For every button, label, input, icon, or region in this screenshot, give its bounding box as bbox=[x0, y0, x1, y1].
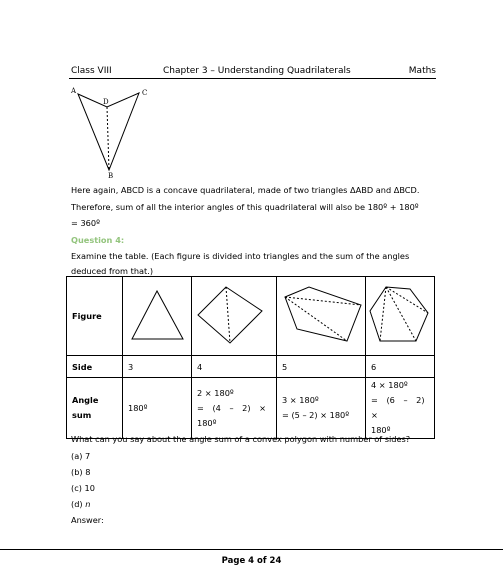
polygon-table bbox=[66, 276, 435, 439]
option-d-variable: n bbox=[85, 499, 91, 509]
paragraph-concave: Here again, ABCD is a concave quadrilateral, made of two triangles ΔABD and ΔBCD. bbox=[71, 185, 420, 195]
pentagon-figure bbox=[277, 277, 365, 353]
angle-sum-hex-line2: = (6 – 2) × bbox=[371, 395, 425, 420]
vertex-label-c: C bbox=[142, 89, 148, 97]
answer-label: Answer: bbox=[71, 515, 104, 525]
angle-label-line2: sum bbox=[72, 410, 92, 420]
cell-triangle bbox=[123, 277, 192, 356]
angle-label-line1: Angle bbox=[72, 395, 99, 405]
side-value-3: 5 bbox=[277, 356, 366, 378]
table-row-side bbox=[67, 356, 435, 378]
quadrilateral-figure bbox=[192, 277, 276, 353]
option-c: (c) 10 bbox=[71, 483, 95, 493]
angle-sum-row-label bbox=[67, 378, 123, 439]
angle-sum-pent-line1: 3 × 180º bbox=[282, 395, 319, 405]
triangle-figure bbox=[123, 277, 191, 353]
cell-hexagon bbox=[366, 277, 435, 356]
header-chapter: Chapter 3 – Understanding Quadrilaterals bbox=[163, 66, 351, 76]
option-a: (a) 7 bbox=[71, 451, 91, 461]
followup-question: What can you say about the angle sum of a convex polygon with number of sides? bbox=[71, 434, 411, 444]
angle-sum-triangle: 180º bbox=[123, 378, 192, 439]
cell-quadrilateral bbox=[192, 277, 277, 356]
option-d-prefix: (d) bbox=[71, 499, 86, 509]
question-heading: Question 4: bbox=[71, 235, 125, 245]
side-value-4: 6 bbox=[366, 356, 435, 378]
hexagon-figure bbox=[366, 277, 434, 353]
angle-sum-hex-line1: 4 × 180º bbox=[371, 380, 408, 390]
angle-sum-hexagon bbox=[366, 378, 435, 439]
footer-divider bbox=[0, 549, 503, 550]
header-class: Class VIII bbox=[71, 66, 112, 76]
vertex-label-b: B bbox=[108, 172, 114, 180]
header-subject: Maths bbox=[408, 66, 436, 76]
table-row-angle-sum bbox=[67, 378, 435, 439]
option-b: (b) 8 bbox=[71, 467, 91, 477]
paragraph-result: = 360º bbox=[71, 218, 100, 228]
vertex-label-d: D bbox=[103, 98, 109, 106]
table-row-figure bbox=[67, 277, 435, 356]
side-row-label: Side bbox=[67, 356, 123, 378]
cell-pentagon bbox=[277, 277, 366, 356]
angle-sum-quad-line3: 180º bbox=[197, 417, 217, 428]
header-divider bbox=[69, 78, 436, 79]
option-d bbox=[71, 498, 90, 510]
side-value-1: 3 bbox=[123, 356, 192, 378]
angle-sum-pent-line2: = (5 – 2) × 180º bbox=[282, 410, 350, 420]
question-text-line1: Examine the table. (Each figure is divided into triangles and the sum of the angles bbox=[71, 251, 410, 261]
concave-quadrilateral-figure bbox=[68, 84, 158, 180]
side-value-2: 4 bbox=[192, 356, 277, 378]
angle-sum-pentagon bbox=[277, 378, 366, 439]
figure-row-label: Figure bbox=[67, 277, 123, 356]
angle-sum-quad-line2: = (4 – 2) × bbox=[197, 402, 267, 413]
page-number: Page 4 of 24 bbox=[221, 556, 282, 566]
vertex-label-a: A bbox=[71, 87, 77, 95]
angle-sum-hex-line3: 180º bbox=[371, 425, 391, 435]
angle-sum-quad-line1: 2 × 180º bbox=[197, 387, 234, 398]
angle-sum-quadrilateral bbox=[192, 378, 277, 439]
question-text-line2: deduced from that.) bbox=[71, 266, 154, 276]
paragraph-therefore: Therefore, sum of all the interior angles of this quadrilateral will also be 180º + 180º bbox=[71, 202, 419, 212]
